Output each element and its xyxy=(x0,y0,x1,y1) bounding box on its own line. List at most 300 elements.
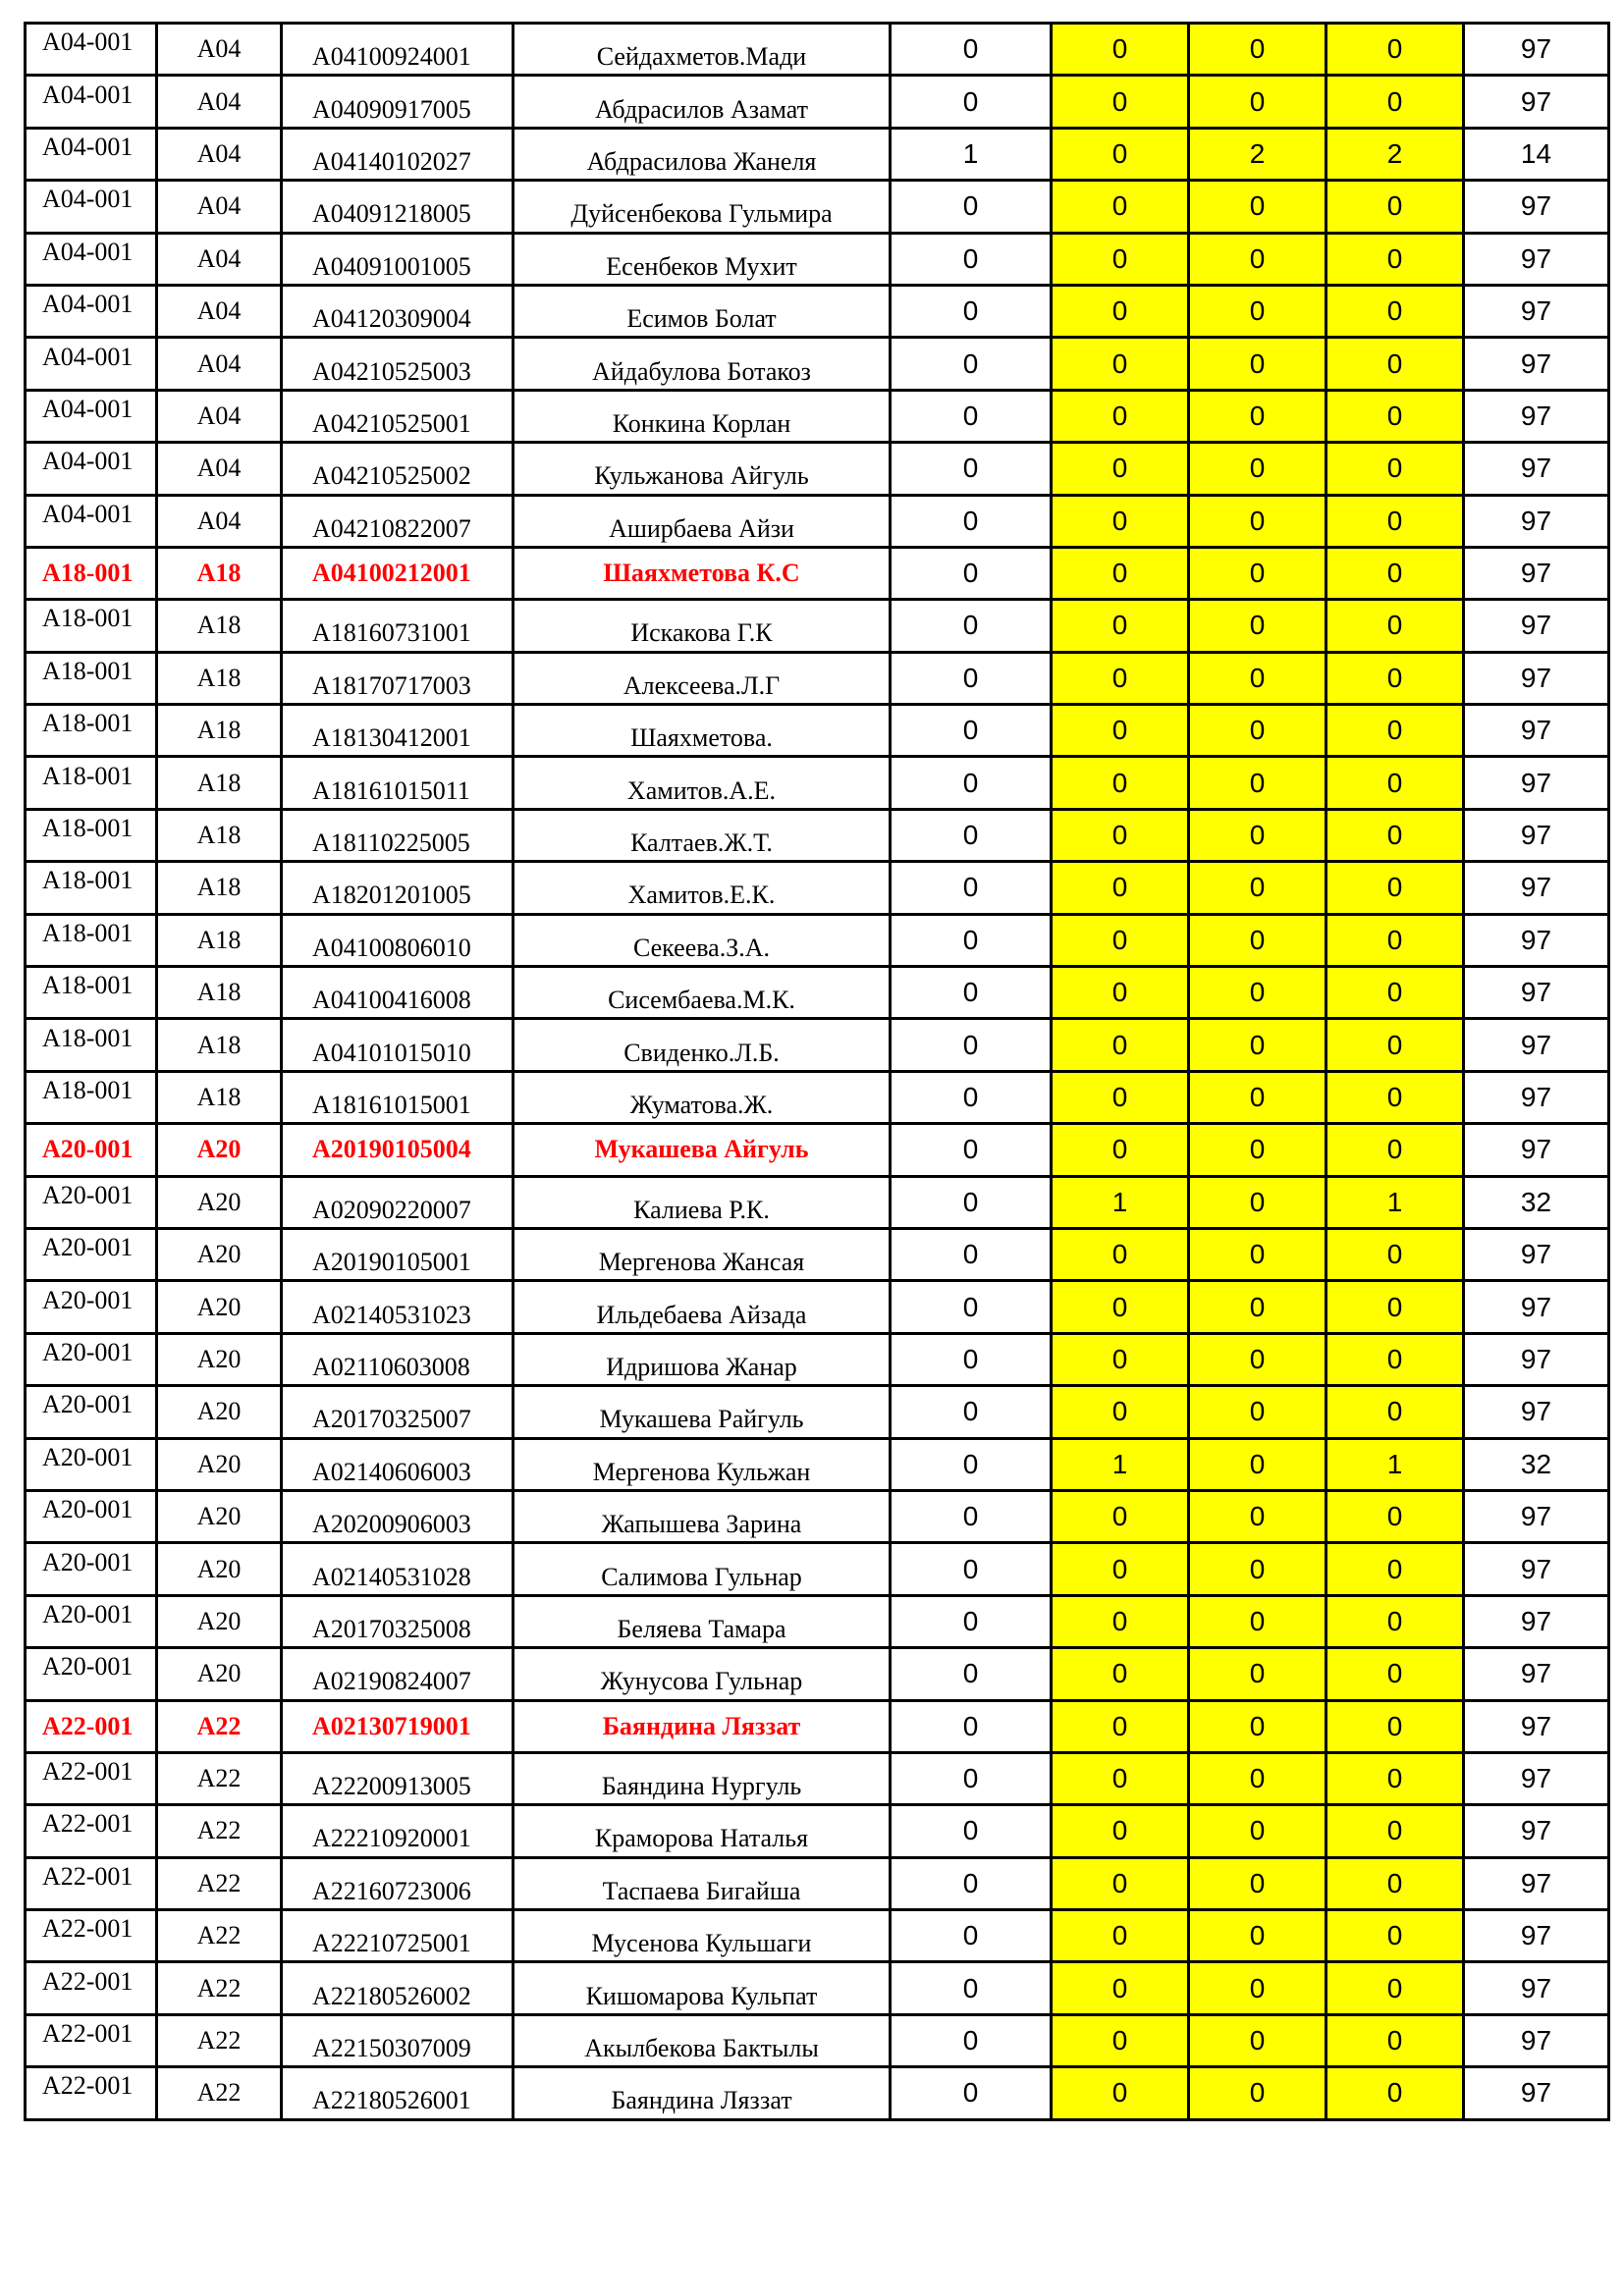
cell-id xyxy=(282,1228,514,1280)
cell-value-2 xyxy=(1052,1857,1189,1909)
cell-code xyxy=(26,1438,157,1490)
cell-department xyxy=(157,1176,282,1228)
cell-department-text: А20 xyxy=(196,1554,242,1583)
cell-id xyxy=(282,1857,514,1909)
cell-value-1-text: 0 xyxy=(962,977,979,1008)
cell-value-3-text: 0 xyxy=(1249,85,1266,117)
cell-value-5 xyxy=(1464,338,1609,390)
cell-value-3-text: 0 xyxy=(1249,1815,1266,1846)
cell-id-text: А20200906003 xyxy=(312,1510,471,1539)
cell-value-5-text: 97 xyxy=(1520,2077,1552,2109)
cell-value-3-text: 0 xyxy=(1249,1972,1266,2003)
cell-value-2 xyxy=(1052,1962,1189,2014)
cell-value-4 xyxy=(1326,2014,1464,2066)
cell-value-1-text: 0 xyxy=(962,924,979,955)
cell-department xyxy=(157,914,282,966)
cell-department-text: А04 xyxy=(196,243,242,273)
cell-code xyxy=(26,1228,157,1280)
cell-id-text: А20190105001 xyxy=(312,1248,471,1277)
cell-value-4 xyxy=(1326,24,1464,76)
cell-value-1 xyxy=(891,181,1052,233)
cell-value-2-text: 0 xyxy=(1111,662,1128,693)
cell-name xyxy=(514,128,891,180)
cell-id xyxy=(282,1176,514,1228)
cell-value-5 xyxy=(1464,1857,1609,1909)
cell-name xyxy=(514,2067,891,2119)
cell-value-2 xyxy=(1052,2067,1189,2119)
cell-code xyxy=(26,1071,157,1123)
cell-name-text: Шаяхметова. xyxy=(630,723,773,753)
cell-name-text: Айдабулова Ботакоз xyxy=(592,356,811,386)
cell-value-5-text: 97 xyxy=(1520,295,1552,327)
cell-value-2-text: 0 xyxy=(1111,820,1128,851)
cell-code-text: А20-001 xyxy=(42,1390,134,1419)
cell-value-1-text: 0 xyxy=(962,400,979,431)
cell-name xyxy=(514,233,891,285)
cell-id xyxy=(282,600,514,652)
cell-value-1-text: 0 xyxy=(962,1186,979,1217)
cell-value-1 xyxy=(891,1752,1052,1804)
cell-code-text: А22-001 xyxy=(42,2019,134,2049)
cell-code-text: А22-001 xyxy=(42,1809,134,1839)
cell-name-text: Калтаев.Ж.Т. xyxy=(630,828,773,858)
cell-department xyxy=(157,1228,282,1280)
cell-value-4-text: 0 xyxy=(1386,977,1403,1008)
cell-value-5-text: 97 xyxy=(1520,1134,1552,1165)
cell-value-4-text: 0 xyxy=(1386,715,1403,746)
cell-department-text: А20 xyxy=(196,1135,242,1164)
cell-value-4 xyxy=(1326,76,1464,128)
cell-name xyxy=(514,338,891,390)
cell-value-5-text: 97 xyxy=(1520,347,1552,379)
cell-value-1 xyxy=(891,285,1052,337)
cell-value-2-text: 0 xyxy=(1111,977,1128,1008)
cell-code xyxy=(26,1752,157,1804)
cell-value-5-text: 97 xyxy=(1520,190,1552,222)
cell-department xyxy=(157,809,282,861)
cell-name xyxy=(514,443,891,495)
cell-department xyxy=(157,1805,282,1857)
table-row xyxy=(26,1438,1609,1490)
cell-value-5 xyxy=(1464,547,1609,599)
cell-name-text: Калиева Р.К. xyxy=(633,1195,770,1224)
cell-value-4 xyxy=(1326,338,1464,390)
cell-value-4 xyxy=(1326,757,1464,809)
cell-value-5 xyxy=(1464,1438,1609,1490)
cell-department xyxy=(157,76,282,128)
cell-value-1-text: 0 xyxy=(962,1343,979,1374)
cell-value-4 xyxy=(1326,914,1464,966)
cell-code xyxy=(26,24,157,76)
cell-value-2-text: 0 xyxy=(1111,767,1128,798)
cell-value-4-text: 0 xyxy=(1386,400,1403,431)
cell-code-text: А20-001 xyxy=(42,1180,134,1209)
cell-name-text: Конкина Корлан xyxy=(612,408,791,438)
cell-value-3 xyxy=(1189,705,1326,757)
cell-value-4 xyxy=(1326,181,1464,233)
cell-value-1-text: 0 xyxy=(962,1396,979,1427)
cell-name xyxy=(514,1595,891,1647)
cell-value-1 xyxy=(891,547,1052,599)
cell-value-4 xyxy=(1326,1228,1464,1280)
cell-code-text: А20-001 xyxy=(42,1652,134,1682)
cell-value-3 xyxy=(1189,285,1326,337)
cell-value-2-text: 0 xyxy=(1111,1082,1128,1112)
cell-code xyxy=(26,76,157,128)
cell-value-4 xyxy=(1326,1386,1464,1438)
cell-name xyxy=(514,1962,891,2014)
cell-value-4-text: 0 xyxy=(1386,767,1403,798)
cell-id xyxy=(282,390,514,442)
cell-value-2-text: 0 xyxy=(1111,1763,1128,1794)
cell-name xyxy=(514,1910,891,1962)
cell-code xyxy=(26,600,157,652)
cell-code xyxy=(26,1595,157,1647)
cell-name xyxy=(514,1228,891,1280)
cell-id xyxy=(282,1700,514,1752)
cell-value-5 xyxy=(1464,652,1609,704)
cell-value-5 xyxy=(1464,967,1609,1019)
cell-name-text: Абдрасилова Жанеля xyxy=(586,146,817,176)
cell-department-text: А22 xyxy=(196,2026,242,2056)
table-row xyxy=(26,967,1609,1019)
cell-value-2 xyxy=(1052,967,1189,1019)
cell-value-5 xyxy=(1464,495,1609,547)
cell-department-text: А04 xyxy=(196,296,242,326)
cell-department xyxy=(157,1333,282,1385)
cell-id-text: А20170325007 xyxy=(312,1405,471,1434)
cell-id-text: А18201201005 xyxy=(312,881,471,910)
cell-id xyxy=(282,547,514,599)
cell-value-3-text: 0 xyxy=(1249,1186,1266,1217)
table-row xyxy=(26,1386,1609,1438)
cell-name xyxy=(514,652,891,704)
cell-value-2-text: 1 xyxy=(1111,1448,1128,1479)
cell-value-2 xyxy=(1052,495,1189,547)
cell-id-text: А04090917005 xyxy=(312,94,471,124)
cell-code-text: А20-001 xyxy=(42,1233,134,1262)
cell-value-1-text: 0 xyxy=(962,767,979,798)
cell-name-text: Ильдебаева Айзада xyxy=(596,1300,807,1329)
cell-name xyxy=(514,390,891,442)
cell-value-5-text: 97 xyxy=(1520,558,1552,589)
cell-name xyxy=(514,76,891,128)
cell-department-text: А18 xyxy=(196,821,242,850)
cell-department xyxy=(157,338,282,390)
data-table xyxy=(24,22,1610,2121)
cell-value-5 xyxy=(1464,600,1609,652)
cell-value-3-text: 0 xyxy=(1249,453,1266,484)
cell-name-text: Идришова Жанар xyxy=(606,1352,797,1381)
cell-value-4-text: 0 xyxy=(1386,347,1403,379)
cell-code xyxy=(26,338,157,390)
table-row xyxy=(26,338,1609,390)
cell-value-2-text: 0 xyxy=(1111,1501,1128,1532)
cell-value-2-text: 0 xyxy=(1111,1029,1128,1060)
cell-value-2-text: 0 xyxy=(1111,1396,1128,1427)
cell-value-3-text: 0 xyxy=(1249,242,1266,274)
cell-value-1 xyxy=(891,914,1052,966)
cell-value-2-text: 0 xyxy=(1111,453,1128,484)
cell-id-text: А02140531028 xyxy=(312,1562,471,1591)
cell-value-2 xyxy=(1052,1805,1189,1857)
cell-code-text: А18-001 xyxy=(42,559,134,588)
cell-value-3 xyxy=(1189,1019,1326,1071)
cell-value-1 xyxy=(891,1962,1052,2014)
cell-value-4-text: 0 xyxy=(1386,872,1403,903)
cell-code xyxy=(26,1543,157,1595)
cell-value-2 xyxy=(1052,705,1189,757)
cell-value-1-text: 0 xyxy=(962,85,979,117)
table-row xyxy=(26,652,1609,704)
cell-value-4-text: 0 xyxy=(1386,1710,1403,1741)
cell-department xyxy=(157,1962,282,2014)
cell-value-3 xyxy=(1189,1438,1326,1490)
table-body xyxy=(26,24,1609,2120)
cell-name xyxy=(514,1490,891,1542)
cell-value-4 xyxy=(1326,809,1464,861)
cell-value-1 xyxy=(891,1281,1052,1333)
cell-code xyxy=(26,181,157,233)
cell-value-5-text: 32 xyxy=(1520,1186,1552,1217)
cell-value-3-text: 0 xyxy=(1249,610,1266,641)
cell-value-4 xyxy=(1326,1910,1464,1962)
cell-value-1 xyxy=(891,1019,1052,1071)
cell-value-4-text: 0 xyxy=(1386,1658,1403,1689)
cell-code-text: А04-001 xyxy=(42,80,134,109)
cell-value-4-text: 0 xyxy=(1386,1291,1403,1322)
cell-id-text: А22210920001 xyxy=(312,1824,471,1853)
table-row xyxy=(26,1700,1609,1752)
cell-value-2 xyxy=(1052,128,1189,180)
cell-value-2 xyxy=(1052,757,1189,809)
cell-department xyxy=(157,2067,282,2119)
cell-department xyxy=(157,233,282,285)
cell-value-4 xyxy=(1326,285,1464,337)
cell-value-1 xyxy=(891,1071,1052,1123)
cell-name xyxy=(514,1071,891,1123)
cell-value-3-text: 0 xyxy=(1249,662,1266,693)
cell-value-5-text: 97 xyxy=(1520,85,1552,117)
cell-value-4-text: 0 xyxy=(1386,1134,1403,1165)
cell-value-1-text: 0 xyxy=(962,1291,979,1322)
table-row xyxy=(26,285,1609,337)
cell-value-1 xyxy=(891,757,1052,809)
cell-name xyxy=(514,1019,891,1071)
cell-department-text: А18 xyxy=(196,925,242,954)
cell-name-text: Дуйсенбекова Гульмира xyxy=(570,199,833,229)
cell-department xyxy=(157,285,282,337)
cell-department-text: А18 xyxy=(196,873,242,902)
cell-department-text: А04 xyxy=(196,400,242,430)
cell-department-text: А18 xyxy=(196,611,242,640)
cell-code xyxy=(26,1648,157,1700)
table-row xyxy=(26,128,1609,180)
cell-code-text: А04-001 xyxy=(42,447,134,476)
cell-department-text: А22 xyxy=(196,1868,242,1897)
cell-id xyxy=(282,967,514,1019)
cell-id-text: А22180526001 xyxy=(312,2086,471,2115)
cell-value-3 xyxy=(1189,652,1326,704)
cell-value-5 xyxy=(1464,757,1609,809)
cell-id-text: А04210525003 xyxy=(312,356,471,386)
table-row xyxy=(26,1595,1609,1647)
cell-value-1-text: 0 xyxy=(962,1867,979,1898)
cell-department-text: А04 xyxy=(196,454,242,483)
cell-value-1 xyxy=(891,1648,1052,1700)
cell-name xyxy=(514,1805,891,1857)
cell-value-4 xyxy=(1326,1648,1464,1700)
cell-value-4-text: 0 xyxy=(1386,1343,1403,1374)
cell-value-2 xyxy=(1052,1700,1189,1752)
cell-value-3-text: 0 xyxy=(1249,715,1266,746)
cell-value-2 xyxy=(1052,1228,1189,1280)
cell-value-5-text: 97 xyxy=(1520,1710,1552,1741)
cell-value-1-text: 0 xyxy=(962,1658,979,1689)
cell-value-2 xyxy=(1052,1281,1189,1333)
cell-code-text: А18-001 xyxy=(42,761,134,790)
table-row xyxy=(26,1228,1609,1280)
cell-value-3 xyxy=(1189,1700,1326,1752)
cell-name xyxy=(514,1752,891,1804)
cell-department xyxy=(157,1648,282,1700)
cell-code-text: А20-001 xyxy=(42,1337,134,1366)
cell-value-3-text: 0 xyxy=(1249,767,1266,798)
cell-value-4 xyxy=(1326,1962,1464,2014)
cell-value-5 xyxy=(1464,914,1609,966)
cell-department-text: А04 xyxy=(196,86,242,116)
cell-department-text: А20 xyxy=(196,1292,242,1321)
cell-id xyxy=(282,1595,514,1647)
cell-value-3 xyxy=(1189,390,1326,442)
cell-value-2 xyxy=(1052,390,1189,442)
cell-department xyxy=(157,1386,282,1438)
cell-value-4 xyxy=(1326,1438,1464,1490)
cell-value-3 xyxy=(1189,1386,1326,1438)
cell-name-text: Краморова Наталья xyxy=(594,1824,809,1853)
cell-value-4 xyxy=(1326,443,1464,495)
cell-value-4-text: 0 xyxy=(1386,924,1403,955)
cell-value-4 xyxy=(1326,1281,1464,1333)
cell-value-3-text: 0 xyxy=(1249,400,1266,431)
cell-name xyxy=(514,967,891,1019)
cell-value-4 xyxy=(1326,233,1464,285)
cell-value-5-text: 97 xyxy=(1520,1082,1552,1112)
cell-id-text: А04210822007 xyxy=(312,513,471,543)
cell-value-5-text: 97 xyxy=(1520,1972,1552,2003)
cell-department-text: А20 xyxy=(196,1659,242,1688)
cell-value-1-text: 0 xyxy=(962,715,979,746)
cell-id-text: А02130719001 xyxy=(312,1711,471,1740)
cell-value-1 xyxy=(891,809,1052,861)
cell-name xyxy=(514,600,891,652)
cell-value-3 xyxy=(1189,1910,1326,1962)
cell-name-text: Кульжанова Айгуль xyxy=(594,461,809,491)
cell-id-text: А04120309004 xyxy=(312,304,471,334)
cell-code xyxy=(26,390,157,442)
cell-name xyxy=(514,547,891,599)
cell-value-1-text: 0 xyxy=(962,1710,979,1741)
cell-value-2 xyxy=(1052,1752,1189,1804)
cell-name xyxy=(514,1281,891,1333)
cell-value-5-text: 97 xyxy=(1520,1501,1552,1532)
cell-value-4-text: 0 xyxy=(1386,242,1403,274)
cell-id xyxy=(282,1333,514,1385)
cell-value-4-text: 0 xyxy=(1386,1920,1403,1951)
cell-value-2 xyxy=(1052,1333,1189,1385)
cell-value-4 xyxy=(1326,1176,1464,1228)
cell-value-1-text: 0 xyxy=(962,242,979,274)
cell-department xyxy=(157,1595,282,1647)
cell-value-2 xyxy=(1052,914,1189,966)
cell-value-3-text: 0 xyxy=(1249,1605,1266,1636)
cell-value-1-text: 0 xyxy=(962,1553,979,1584)
cell-code-text: А22-001 xyxy=(42,1757,134,1787)
cell-value-2-text: 0 xyxy=(1111,558,1128,589)
cell-name xyxy=(514,1386,891,1438)
cell-value-3 xyxy=(1189,862,1326,914)
cell-department xyxy=(157,128,282,180)
cell-value-1 xyxy=(891,2014,1052,2066)
cell-value-1 xyxy=(891,1124,1052,1176)
cell-department-text: А04 xyxy=(196,191,242,221)
cell-value-1-text: 0 xyxy=(962,1763,979,1794)
cell-value-5 xyxy=(1464,2014,1609,2066)
cell-name xyxy=(514,914,891,966)
table-row xyxy=(26,1543,1609,1595)
table-row xyxy=(26,1857,1609,1909)
cell-value-4 xyxy=(1326,1595,1464,1647)
cell-name xyxy=(514,1700,891,1752)
cell-value-3-text: 0 xyxy=(1249,924,1266,955)
cell-code-text: А04-001 xyxy=(42,394,134,423)
cell-department xyxy=(157,1490,282,1542)
cell-id-text: А18161015011 xyxy=(312,775,470,805)
cell-id xyxy=(282,181,514,233)
cell-code-text: А04-001 xyxy=(42,237,134,266)
cell-value-2-text: 0 xyxy=(1111,1605,1128,1636)
cell-value-5 xyxy=(1464,76,1609,128)
cell-value-1 xyxy=(891,128,1052,180)
cell-id xyxy=(282,914,514,966)
table-row xyxy=(26,1752,1609,1804)
cell-value-4 xyxy=(1326,128,1464,180)
cell-name-text: Алексеева.Л.Г xyxy=(623,670,781,700)
cell-value-3-text: 0 xyxy=(1249,1920,1266,1951)
cell-value-2-text: 0 xyxy=(1111,1658,1128,1689)
cell-value-1-text: 0 xyxy=(962,662,979,693)
cell-name-text: Акылбекова Бактылы xyxy=(584,2034,819,2063)
cell-value-3 xyxy=(1189,1857,1326,1909)
cell-id-text: А04091218005 xyxy=(312,199,471,229)
cell-department-text: А20 xyxy=(196,1240,242,1269)
cell-value-3-text: 0 xyxy=(1249,1448,1266,1479)
cell-value-1-text: 0 xyxy=(962,347,979,379)
cell-value-5-text: 97 xyxy=(1520,1605,1552,1636)
cell-value-2 xyxy=(1052,862,1189,914)
cell-name-text: Секеева.З.А. xyxy=(632,933,771,962)
cell-value-5 xyxy=(1464,705,1609,757)
cell-value-5-text: 97 xyxy=(1520,715,1552,746)
table-row xyxy=(26,1805,1609,1857)
cell-value-4 xyxy=(1326,1124,1464,1176)
cell-value-4 xyxy=(1326,600,1464,652)
cell-code-text: А18-001 xyxy=(42,709,134,738)
cell-department-text: А20 xyxy=(196,1502,242,1531)
cell-value-4 xyxy=(1326,705,1464,757)
cell-value-3-text: 0 xyxy=(1249,1867,1266,1898)
cell-code xyxy=(26,1333,157,1385)
